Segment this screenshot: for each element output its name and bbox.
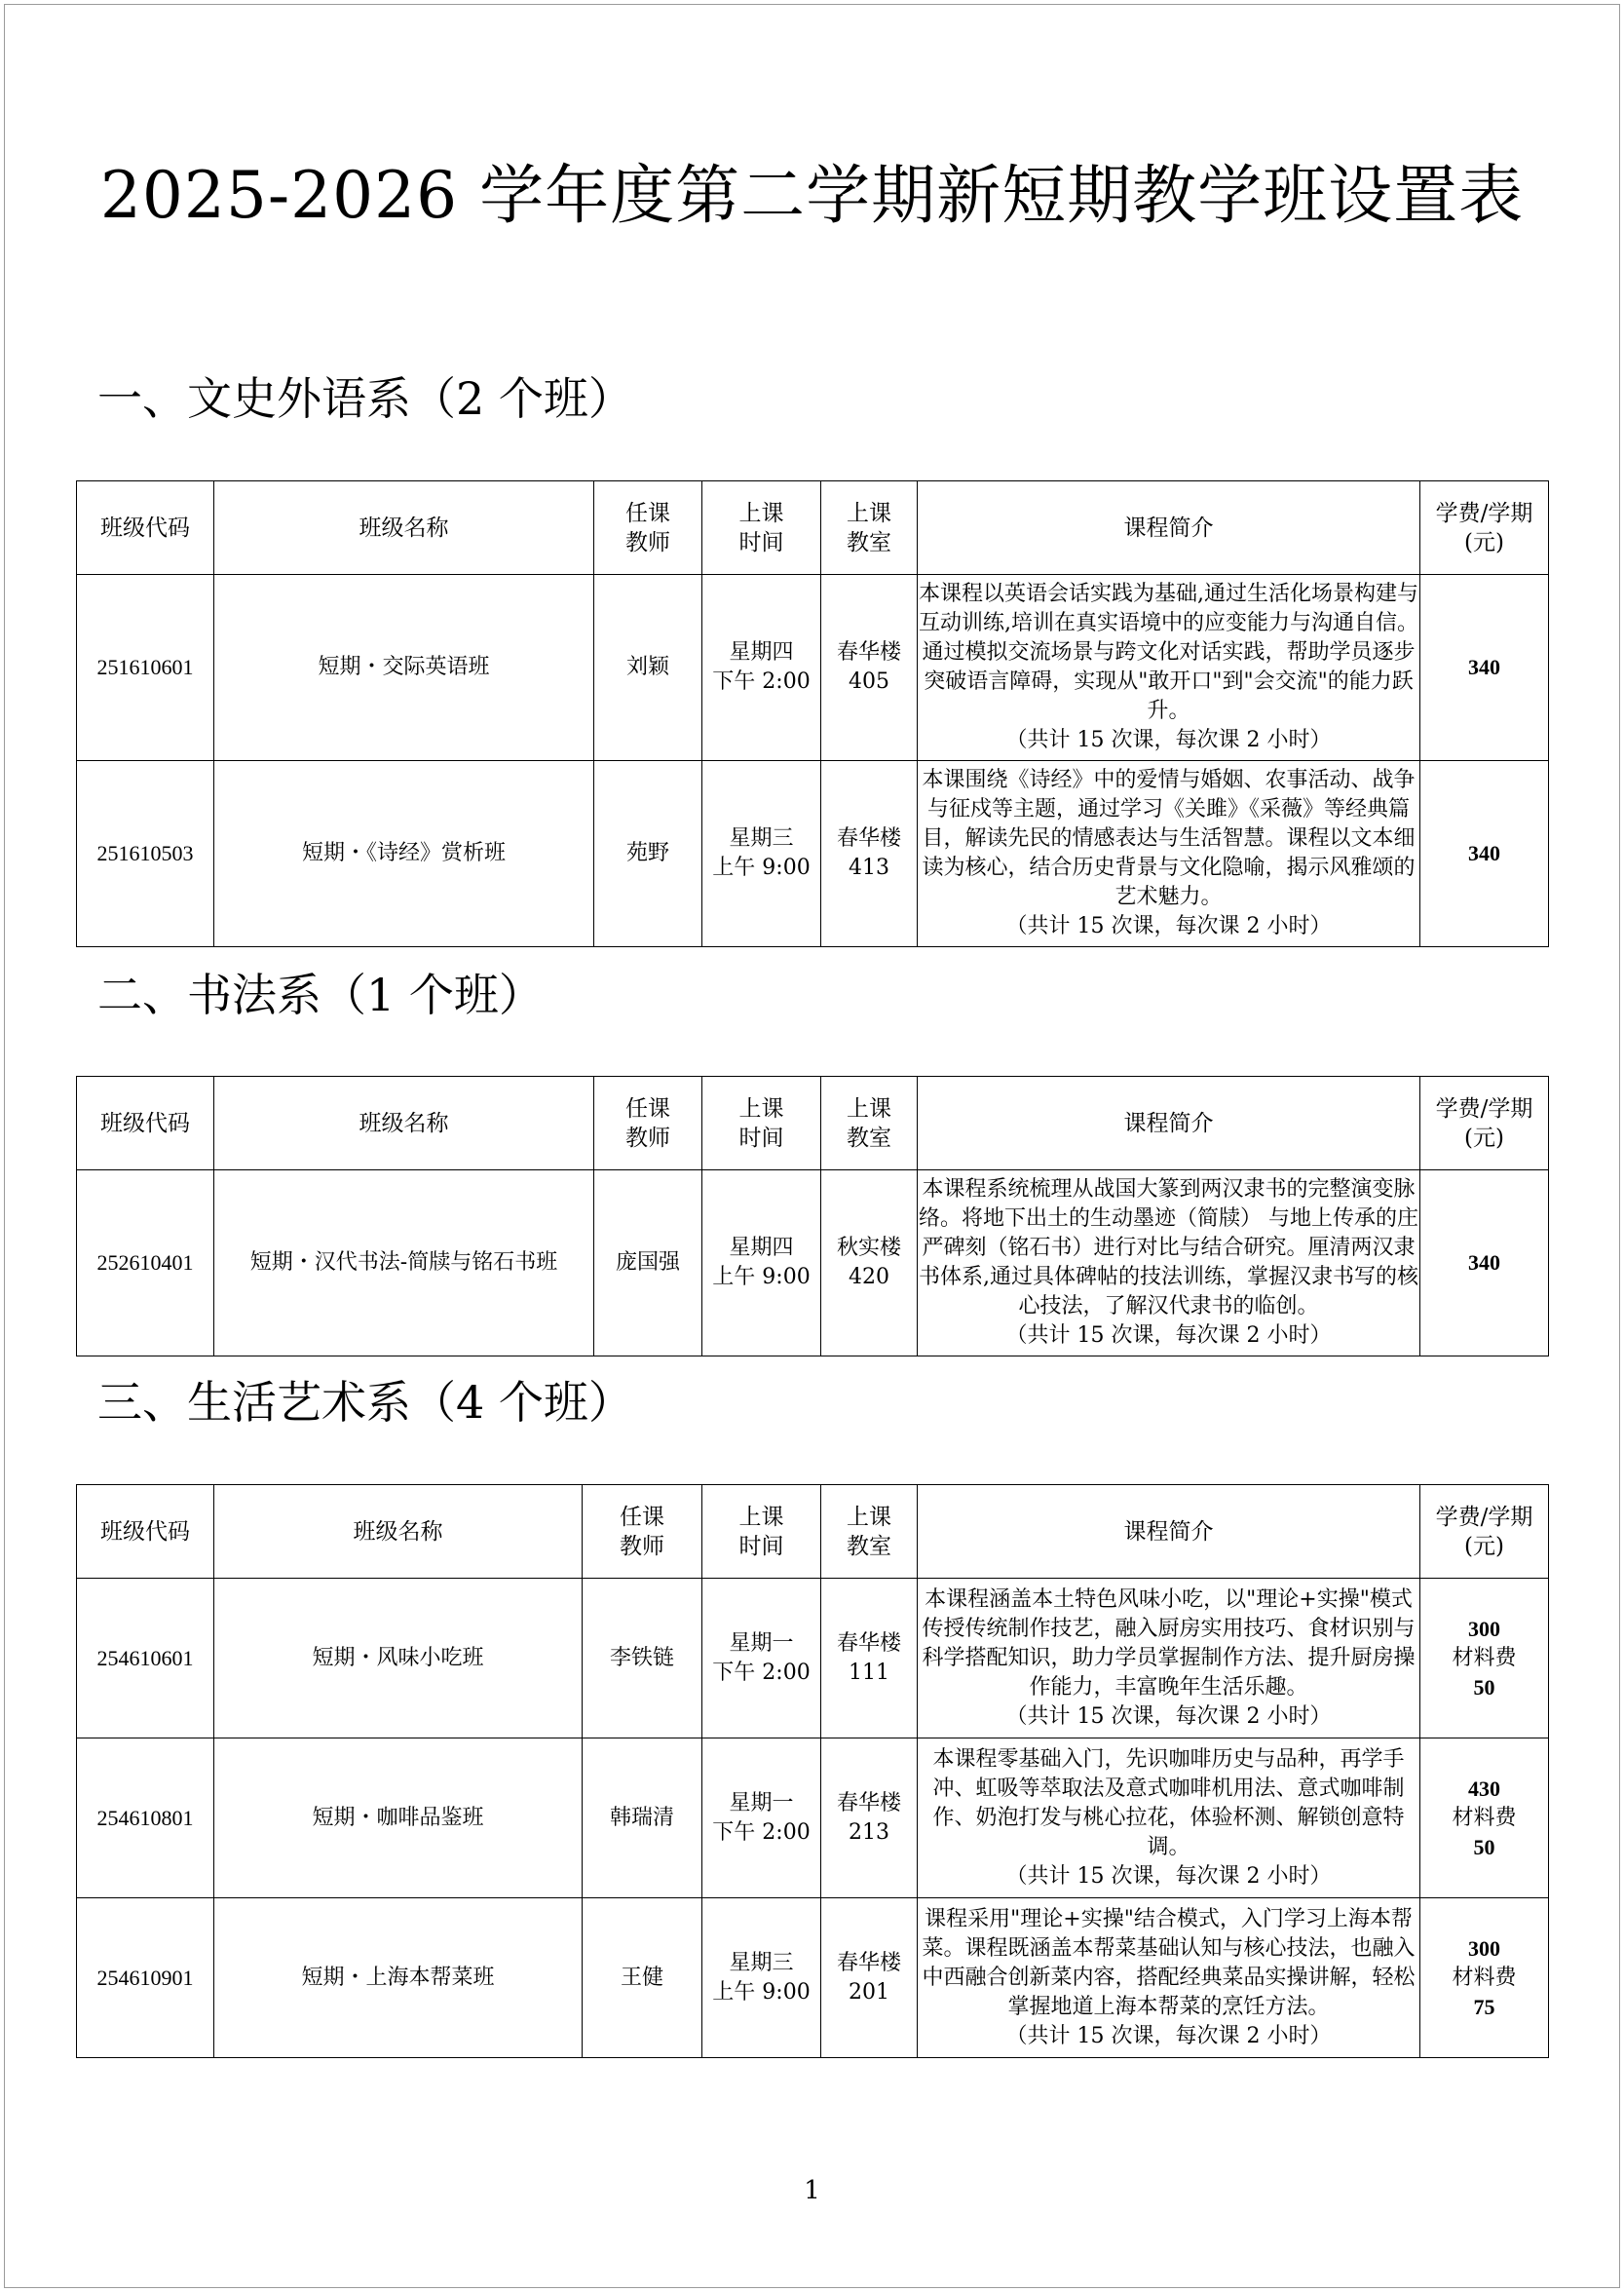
header-class-name: 班级名称 xyxy=(214,481,594,575)
course-intro: 本课程零基础入门，先识咖啡历史与品种，再学手冲、虹吸等萃取法及意式咖啡机用法、意式咖啡制作、奶泡打发与桃心拉花，体验杯测、解锁创意特调。 （共计 15 次课，每次课 2 小时） xyxy=(918,1738,1420,1898)
header-class-code: 班级代码 xyxy=(77,1077,214,1170)
classroom: 春华楼 213 xyxy=(821,1738,918,1898)
header-tuition: 学费/学期 (元) xyxy=(1420,1077,1549,1170)
classroom: 秋实楼 420 xyxy=(821,1170,918,1356)
class-table-literature-languages xyxy=(76,480,1549,947)
class-code: 254610601 xyxy=(77,1579,214,1738)
section-heading-life-arts: 三、生活艺术系（4 个班） xyxy=(97,1376,633,1429)
table-row xyxy=(77,1738,1549,1898)
classroom: 春华楼 201 xyxy=(821,1898,918,2058)
class-name: 短期・汉代书法-简牍与铭石书班 xyxy=(214,1170,594,1356)
header-class-name: 班级名称 xyxy=(214,1485,583,1579)
course-intro: 课程采用"理论+实操"结合模式，入门学习上海本帮菜。课程既涵盖本帮菜基础认知与核心技法，也融入中西融合创新菜内容，搭配经典菜品实操讲解，轻松掌握地道上海本帮菜的烹饪方法。 （共计 15 次课，每次课 2 小时） xyxy=(918,1898,1420,2058)
class-table-life-arts xyxy=(76,1484,1549,2058)
class-name: 短期・交际英语班 xyxy=(214,575,594,761)
table-row xyxy=(77,1579,1549,1738)
table-row xyxy=(77,575,1549,761)
header-classroom: 上课 教室 xyxy=(821,1485,918,1579)
tuition-fee: 300 材料费 50 xyxy=(1420,1579,1549,1738)
teacher-name: 刘颖 xyxy=(594,575,702,761)
header-class-code: 班级代码 xyxy=(77,481,214,575)
section-heading-calligraphy: 二、书法系（1 个班） xyxy=(97,969,544,1021)
classroom: 春华楼 405 xyxy=(821,575,918,761)
class-time: 星期三 上午 9:00 xyxy=(702,761,821,947)
tuition-fee: 340 xyxy=(1420,575,1549,761)
class-time: 星期四 上午 9:00 xyxy=(702,1170,821,1356)
header-class-time: 上课 时间 xyxy=(702,481,821,575)
class-name: 短期・风味小吃班 xyxy=(214,1579,583,1738)
class-time: 星期一 下午 2:00 xyxy=(702,1738,821,1898)
teacher-name: 王健 xyxy=(583,1898,702,2058)
table-header-row xyxy=(77,1485,1549,1579)
class-code: 251610601 xyxy=(77,575,214,761)
teacher-name: 李铁链 xyxy=(583,1579,702,1738)
header-tuition: 学费/学期 (元) xyxy=(1420,1485,1549,1579)
class-code: 252610401 xyxy=(77,1170,214,1356)
header-classroom: 上课 教室 xyxy=(821,481,918,575)
tuition-fee: 430 材料费 50 xyxy=(1420,1738,1549,1898)
header-teacher: 任课 教师 xyxy=(594,481,702,575)
header-class-code: 班级代码 xyxy=(77,1485,214,1579)
course-intro: 本课程以英语会话实践为基础,通过生活化场景构建与互动训练,培训在真实语境中的应变能力与沟通自信。通过模拟交流场景与跨文化对话实践，帮助学员逐步突破语言障碍，实现从"敢开口"到"会交流"的能力跃升。 （共计 15 次课，每次课 2 小时） xyxy=(918,575,1420,761)
header-class-name: 班级名称 xyxy=(214,1077,594,1170)
teacher-name: 庞国强 xyxy=(594,1170,702,1356)
header-course-intro: 课程简介 xyxy=(918,481,1420,575)
classroom: 春华楼 111 xyxy=(821,1579,918,1738)
header-course-intro: 课程简介 xyxy=(918,1077,1420,1170)
class-time: 星期一 下午 2:00 xyxy=(702,1579,821,1738)
class-code: 254610801 xyxy=(77,1738,214,1898)
document-title: 2025-2026 学年度第二学期新短期教学班设置表 xyxy=(99,158,1525,233)
section-heading-literature-languages: 一、文史外语系（2 个班） xyxy=(97,372,633,425)
teacher-name: 韩瑞清 xyxy=(583,1738,702,1898)
header-course-intro: 课程简介 xyxy=(918,1485,1420,1579)
table-header-row xyxy=(77,481,1549,575)
class-time: 星期四 下午 2:00 xyxy=(702,575,821,761)
classroom: 春华楼 413 xyxy=(821,761,918,947)
header-teacher: 任课 教师 xyxy=(594,1077,702,1170)
table-row xyxy=(77,1170,1549,1356)
tuition-fee: 340 xyxy=(1420,1170,1549,1356)
course-intro: 本课程系统梳理从战国大篆到两汉隶书的完整演变脉络。将地下出土的生动墨迹（简牍） 与地上传承的庄严碑刻（铭石书）进行对比与结合研究。厘清两汉隶书体系,通过具体碑帖的技法训练，掌握汉隶书写的核心技法，了解汉代隶书的临创。 （共计 15 次课，每次课 2 小时） xyxy=(918,1170,1420,1356)
class-time: 星期三 上午 9:00 xyxy=(702,1898,821,2058)
class-name: 短期・上海本帮菜班 xyxy=(214,1898,583,2058)
page-number: 1 xyxy=(804,2176,820,2205)
teacher-name: 苑野 xyxy=(594,761,702,947)
header-classroom: 上课 教室 xyxy=(821,1077,918,1170)
class-table-calligraphy xyxy=(76,1076,1549,1356)
course-intro: 本课程涵盖本土特色风味小吃，以"理论+实操"模式传授传统制作技艺，融入厨房实用技巧、食材识别与科学搭配知识，助力学员掌握制作方法、提升厨房操作能力，丰富晚年生活乐趣。 （共计 15 次课，每次课 2 小时） xyxy=(918,1579,1420,1738)
course-intro: 本课围绕《诗经》中的爱情与婚姻、农事活动、战争与征戍等主题，通过学习《关雎》《采薇》等经典篇目，解读先民的情感表达与生活智慧。课程以文本细读为核心，结合历史背景与文化隐喻，揭示风雅颂的艺术魅力。 （共计 15 次课，每次课 2 小时） xyxy=(918,761,1420,947)
header-teacher: 任课 教师 xyxy=(583,1485,702,1579)
header-tuition: 学费/学期 (元) xyxy=(1420,481,1549,575)
tuition-fee: 300 材料费 75 xyxy=(1420,1898,1549,2058)
class-name: 短期・《诗经》赏析班 xyxy=(214,761,594,947)
table-header-row xyxy=(77,1077,1549,1170)
table-row xyxy=(77,1898,1549,2058)
tuition-fee: 340 xyxy=(1420,761,1549,947)
header-class-time: 上课 时间 xyxy=(702,1077,821,1170)
class-code: 254610901 xyxy=(77,1898,214,2058)
class-name: 短期・咖啡品鉴班 xyxy=(214,1738,583,1898)
table-row xyxy=(77,761,1549,947)
class-code: 251610503 xyxy=(77,761,214,947)
header-class-time: 上课 时间 xyxy=(702,1485,821,1579)
